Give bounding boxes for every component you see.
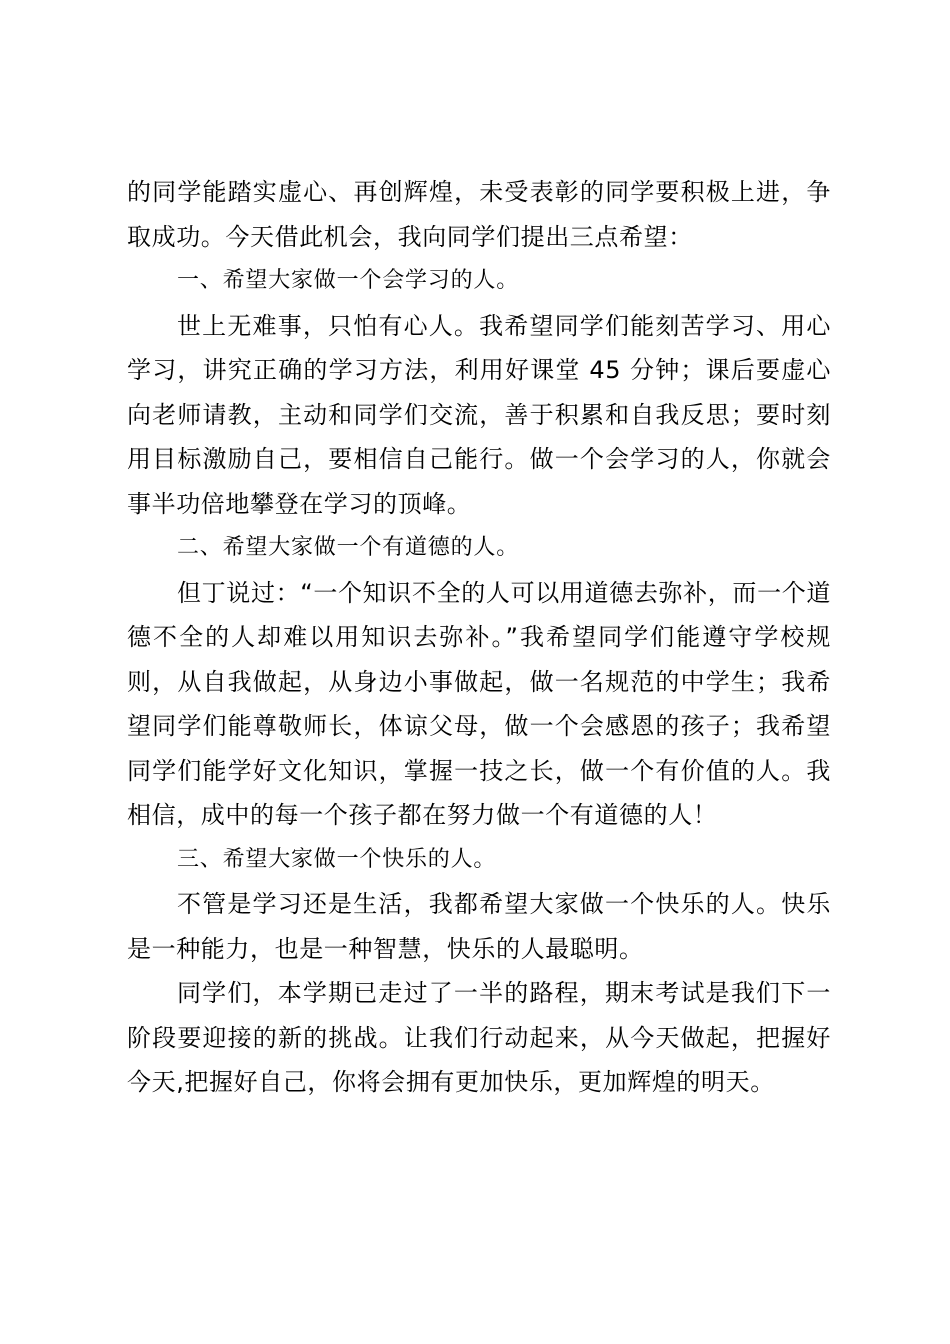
heading-point-three: 三、希望大家做一个快乐的人。: [177, 846, 497, 872]
heading-point-two: 二、希望大家做一个有道德的人。: [177, 535, 520, 560]
paragraph-happiness: 不管是学习还是生活，我都希望大家做一个快乐的人。快乐是一种能力，也是一种智慧，快乐的人最聪明。: [127, 890, 831, 963]
document-page: [127, 170, 831, 1105]
paragraph-morality: 但丁说过：“一个知识不全的人可以用道德去弥补，而一个道德不全的人却难以用知识去弥补。”我希望同学们能遵守学校规则，从自我做起，从身边小事做起，做一名规范的中学生；我希望同学们能尊敬师长，体谅父母，做一个会感恩的孩子；我希望同学们能学好文化知识，掌握一技之长，做一个有价值的人。我相信，成中的每一个孩子都在努力做一个有道德的人！: [127, 578, 831, 829]
paragraph-continuation: 的同学能踏实虚心、再创辉煌，未受表彰的同学要积极上进，争取成功。今天借此机会，我向同学们提出三点希望：: [127, 178, 831, 251]
heading-point-one: 一、希望大家做一个会学习的人。: [177, 268, 520, 293]
paragraph-learning: 世上无难事，只怕有心人。我希望同学们能刻苦学习、用心学习，讲究正确的学习方法，利用好课堂 45 分钟；课后要虚心向老师请教，主动和同学们交流，善于积累和自我反思；要时刻用目标激励自己，要相信自己能行。做一个会学习的人，你就会事半功倍地攀登在学习的顶峰。: [127, 311, 831, 518]
paragraph-closing: 同学们，本学期已走过了一半的路程，期末考试是我们下一阶段要迎接的新的挑战。让我们行动起来，从今天做起，把握好今天,把握好自己，你将会拥有更加快乐，更加辉煌的明天。: [127, 979, 831, 1096]
